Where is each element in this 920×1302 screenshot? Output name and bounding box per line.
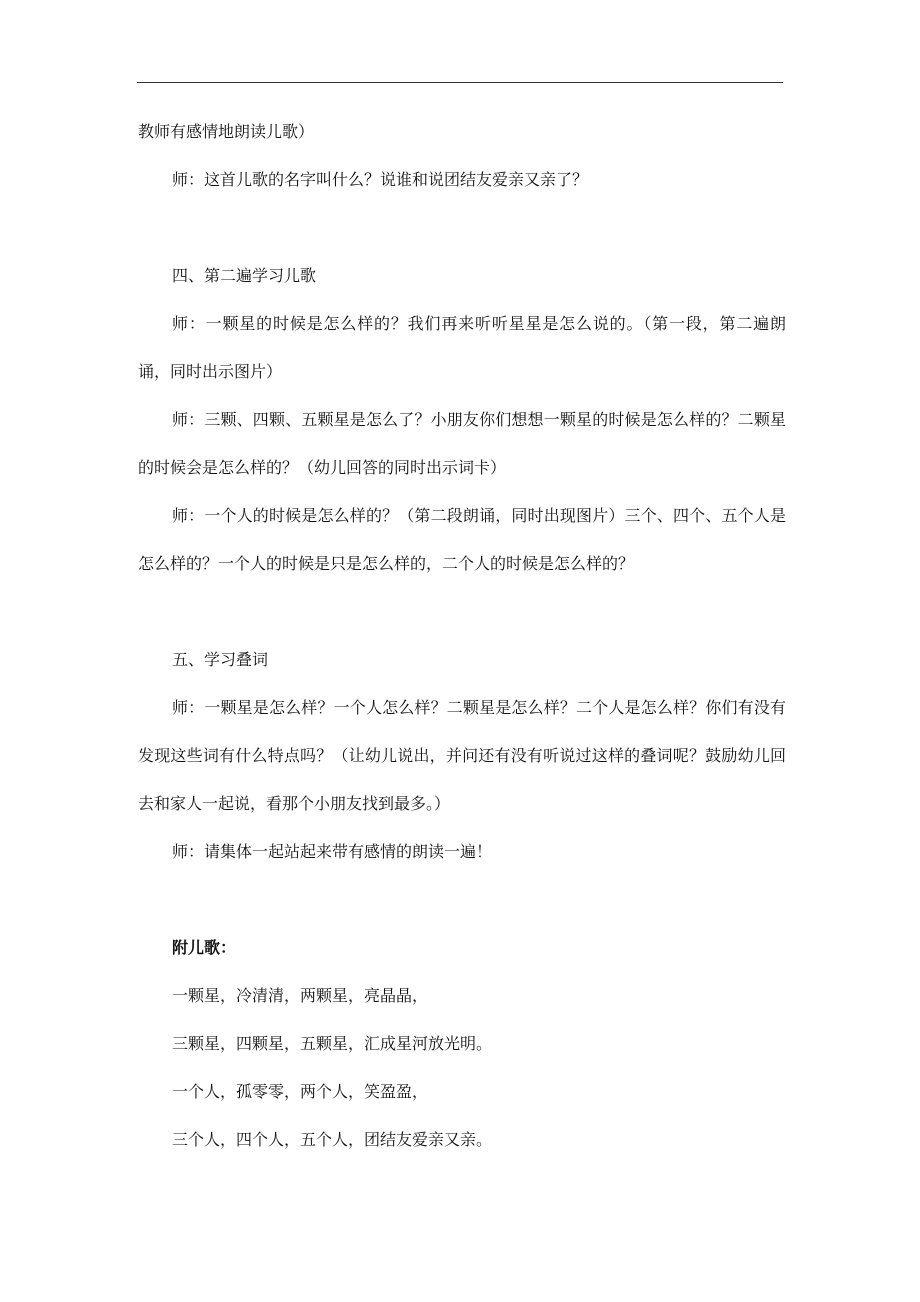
spacer — [138, 600, 786, 648]
spacer — [138, 888, 786, 936]
spacer — [138, 216, 786, 264]
paragraph-read-together: 师：请集体一起站起来带有感情的朗读一遍！ — [172, 842, 493, 861]
paragraph-three-stars: 师：三颗、四颗、五颗星是怎么了？小朋友你们想想一颗星的时候是怎么样的？二颗星的时候会是怎么样的？（幼儿回答的同时出示词卡） — [138, 410, 786, 477]
poem-line-2: 三颗星，四颗星，五颗星，汇成星河放光明。 — [172, 1034, 493, 1053]
paragraph-teacher-reading: 教师有感情地朗读儿歌） — [138, 122, 315, 141]
header-rule — [137, 82, 783, 83]
document-body — [138, 120, 786, 1176]
section-heading-5: 五、学习叠词 — [172, 650, 269, 669]
poem-line-3: 一个人，孤零零，两个人，笑盈盈， — [172, 1082, 429, 1101]
poem-title: 附儿歌： — [172, 938, 237, 957]
poem-line-4: 三个人，四个人，五个人，团结友爱亲又亲。 — [172, 1130, 493, 1149]
paragraph-one-star: 师：一颗星的时候是怎么样的？我们再来听听星星是怎么说的。（第一段，第二遍朗诵，同时出示图片） — [138, 314, 786, 381]
paragraph-one-person: 师：一个人的时候是怎么样的？（第二段朗诵，同时出现图片）三个、四个、五个人是怎么样的？一个人的时候是只是怎么样的，二个人的时候是怎么样的？ — [138, 506, 786, 573]
paragraph-reduplication: 师：一颗星是怎么样？一个人怎么样？二颗星是怎么样？二个人是怎么样？你们有没有发现这些词有什么特点吗？（让幼儿说出，并问还有没有听说过这样的叠词呢？鼓励幼儿回去和家人一起说，看那个小朋友找到最多。） — [138, 698, 786, 813]
section-heading-4: 四、第二遍学习儿歌 — [172, 266, 317, 285]
paragraph-question-title: 师：这首儿歌的名字叫什么？说谁和说团结友爱亲又亲了？ — [172, 170, 589, 189]
poem-line-1: 一颗星，冷清清，两颗星，亮晶晶， — [172, 986, 429, 1005]
